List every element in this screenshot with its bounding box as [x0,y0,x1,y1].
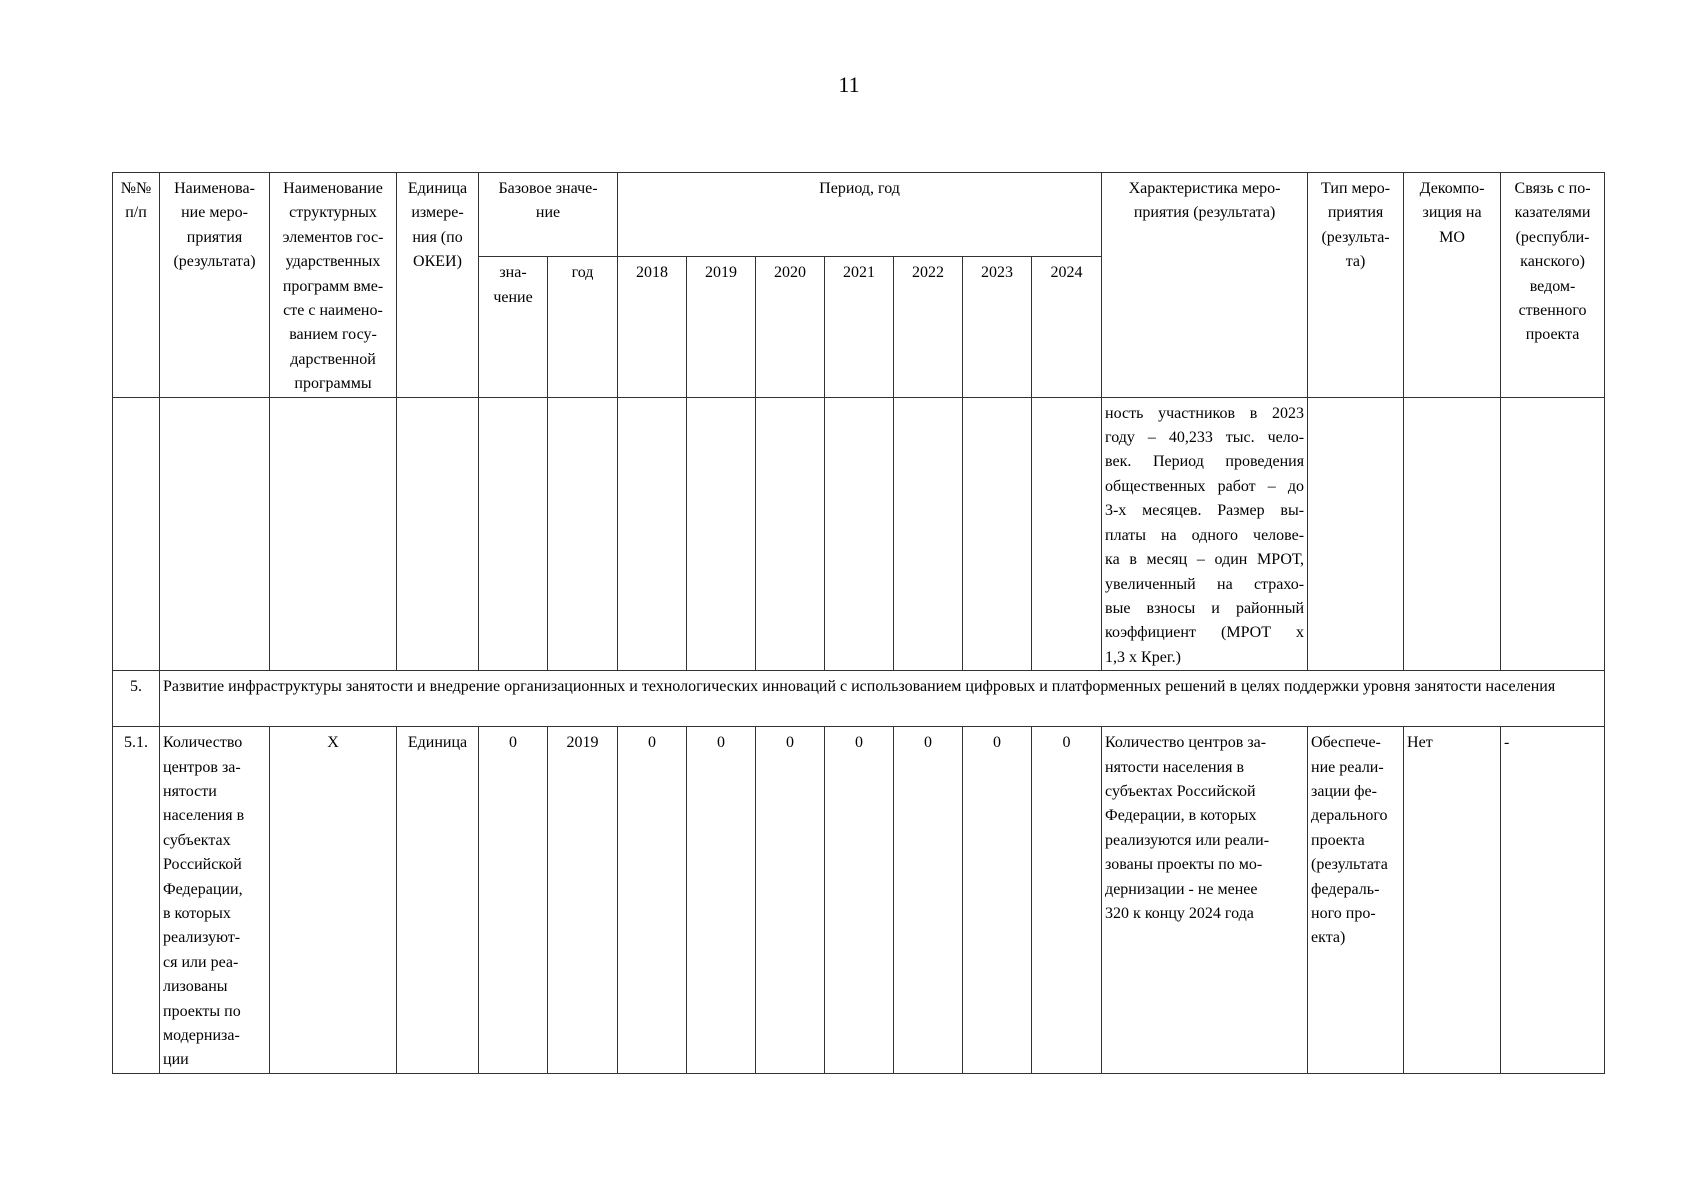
text-line: 1,3 х Крег.) [1105,648,1181,666]
empty-cell [1032,397,1102,670]
text-line: 3-х месяцев. Размер вы- [1105,502,1305,520]
header-unit: Единица измере- ния (по ОКЕИ) [397,173,479,398]
section-number: 5. [113,671,160,727]
table-row [113,727,1605,1074]
continuation-row [113,397,1605,670]
header-num: №№ п/п [113,173,160,398]
header-year: 2022 [894,257,963,397]
text-line: коэффициент (МРОТ х [1105,624,1305,642]
empty-cell [1501,397,1605,670]
header-year: 2023 [963,257,1032,397]
text-line: век. Период проведения [1105,453,1305,471]
header-char: Характеристика меро- приятия (результата) [1102,173,1308,398]
header-year: 2021 [825,257,894,397]
header-year: 2020 [756,257,825,397]
page-number: 11 [838,72,860,97]
item-year-value: 0 [963,727,1032,1074]
header-name: Наименова- ние меро- приятия (результата) [160,173,270,398]
header-base: Базовое значе- ние [479,173,618,257]
empty-cell [963,397,1032,670]
text-line: увеличенный на страхо- [1105,575,1305,593]
item-base-year: 2019 [548,727,618,1074]
item-year-value: 0 [618,727,687,1074]
header-link: Связь с по- казателями (республи- канского) ведом- ственного проекта [1501,173,1605,398]
empty-cell [113,397,160,670]
item-year-value: 0 [756,727,825,1074]
item-type: Обеспече- ние реали- зации фе- дерального проекта (результата федераль- ного про- екта) [1308,727,1404,1074]
header-base-year: год [548,257,618,397]
header-year: 2019 [687,257,756,397]
empty-cell [618,397,687,670]
item-number: 5.1. [113,727,160,1074]
empty-cell [270,397,397,670]
empty-cell [756,397,825,670]
empty-cell [479,397,548,670]
header-year: 2024 [1032,257,1102,397]
header-year: 2018 [618,257,687,397]
item-year-value: 0 [687,727,756,1074]
item-base-value: 0 [479,727,548,1074]
header-base-value: зна- чение [479,257,548,397]
header-row-1 [113,173,1605,257]
empty-cell [397,397,479,670]
header-struct: Наименование структурных элементов гос- ударственных программ вме- сте с наимено- ванием госу- дарственной программы [270,173,397,398]
program-table [112,172,1605,1074]
section-title: Развитие инфраструктуры занятости и внедрение организационных и технологических инноваций с использованием цифровых и платформенных решений в целях поддержки уровня занятости населения [160,671,1605,727]
section-row [113,671,1605,727]
item-decomposition: Нет [1404,727,1501,1074]
text-line: ка в месяц – один МРОТ, [1105,551,1305,569]
empty-cell [687,397,756,670]
empty-cell [1404,397,1501,670]
empty-cell [1308,397,1404,670]
header-period: Период, год [618,173,1102,257]
text-line: году – 40,233 тыс. чело- [1105,429,1305,447]
item-struct: Х [270,727,397,1074]
text-line: общественных работ – до [1105,477,1305,495]
item-link: - [1501,727,1605,1074]
empty-cell [825,397,894,670]
empty-cell [160,397,270,670]
empty-cell [894,397,963,670]
continuation-characteristic [1102,397,1308,670]
item-characteristic: Количество центров за- нятости населения в субъектах Российской Федерации, в которых реализуются или реали- зованы проекты по мо- дернизации - не менее 320 к концу 2024 года [1102,727,1308,1074]
item-year-value: 0 [894,727,963,1074]
text-line: вые взносы и районный [1105,599,1305,617]
item-name: Количество центров за- нятости населения в субъектах Российской Федерации, в которых реализуют- ся или реа- лизованы проекты по модерниза- ции [160,727,270,1074]
header-decomp: Декомпо- зиция на МО [1404,173,1501,398]
item-unit: Единица [397,727,479,1074]
text-line: ность участников в 2023 [1105,404,1305,422]
item-year-value: 0 [1032,727,1102,1074]
empty-cell [548,397,618,670]
item-year-value: 0 [825,727,894,1074]
text-line: платы на одного челове- [1105,526,1305,544]
header-type: Тип меро- приятия (результа- та) [1308,173,1404,398]
